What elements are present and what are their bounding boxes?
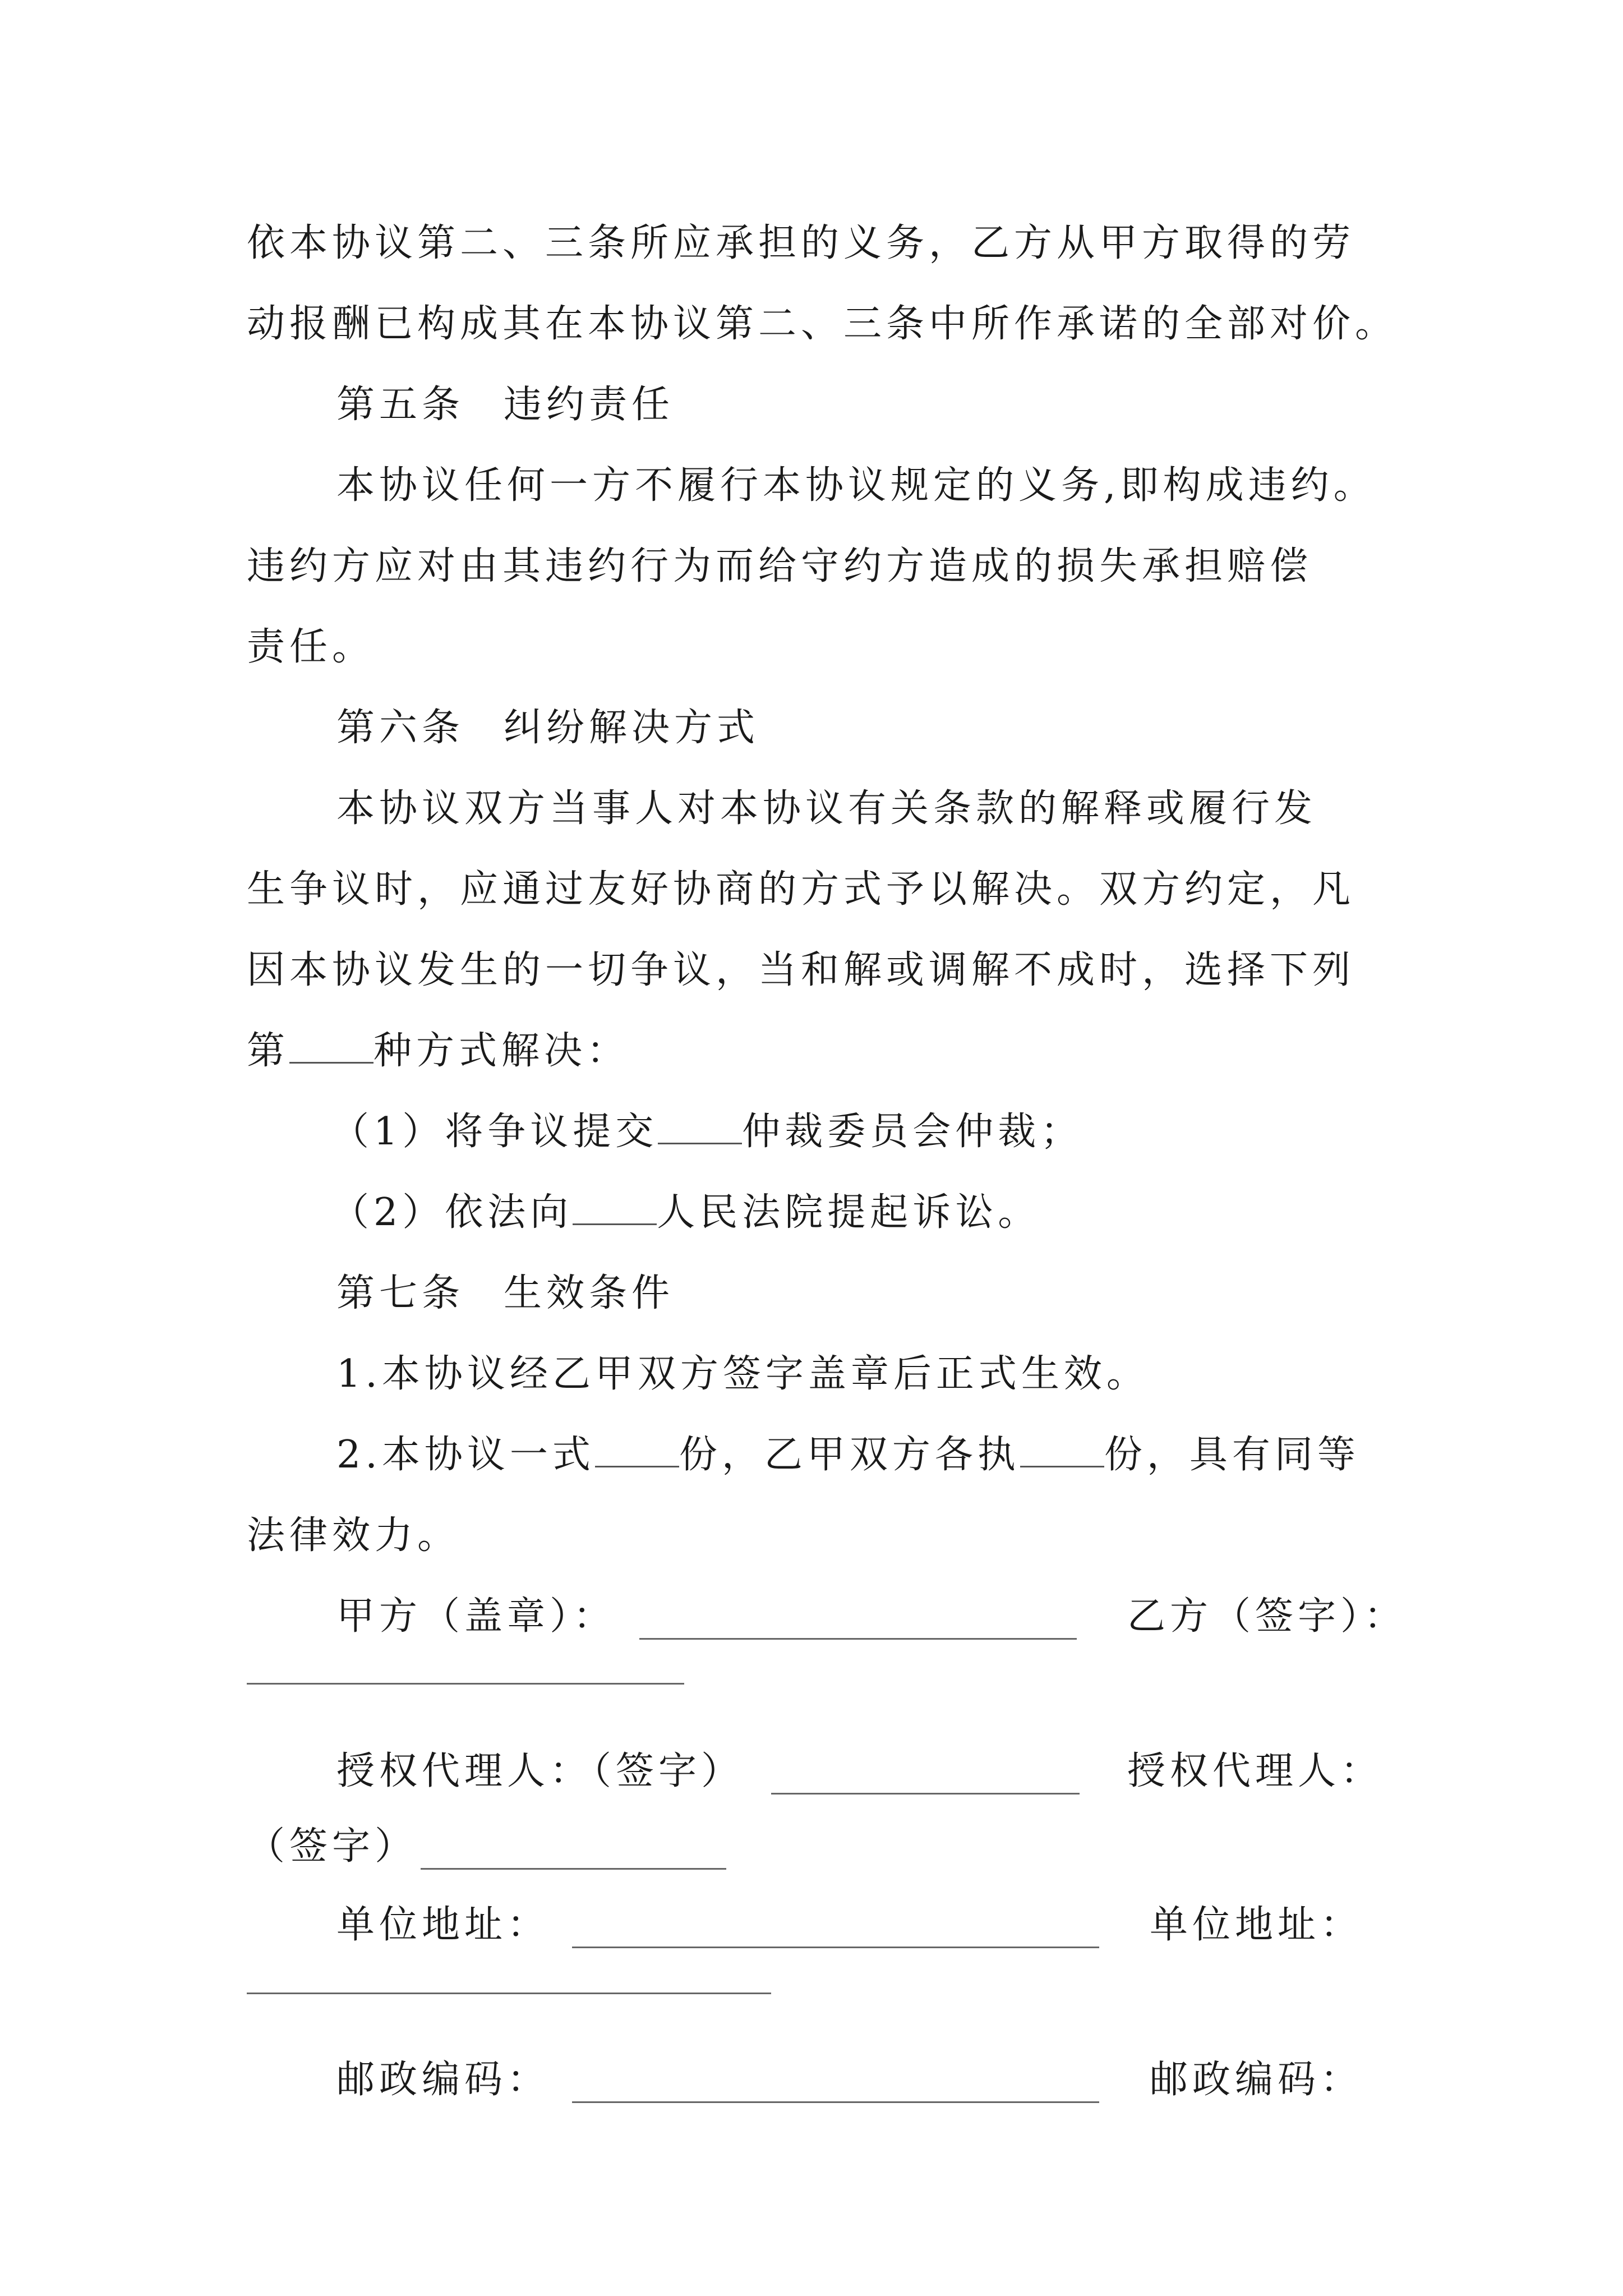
fill-in-blank[interactable] [289,1025,374,1064]
text-segment: （2）依法向 [331,1190,573,1235]
fill-in-blank[interactable] [658,1106,742,1144]
agent-a-signature-line[interactable] [771,1793,1080,1795]
paragraph-line: 因本协议发生的一切争议，当和解或调解不成时，选择下列 [247,948,1355,992]
paragraph-line [336,1428,1360,1482]
article-title: 违约责任 [504,383,675,427]
text-segment: 份，乙甲双方各执 [679,1433,1020,1477]
article-number: 第五条 [336,383,465,427]
article-6-heading [336,701,759,755]
paragraph-line: 法律效力。 [247,1513,460,1558]
paragraph-line [247,1024,629,1078]
paragraph-line: 责任。 [247,625,375,669]
paragraph-line: 依本协议第二、三条所应承担的义务，乙方从甲方取得的劳 [247,221,1355,265]
party-a-seal-label: 甲方（盖章）： [336,1594,616,1639]
text-segment: 2.本协议一式 [336,1433,595,1477]
address-b-label: 单位地址： [1150,1903,1363,1947]
agent-a-label: 授权代理人：（签字） [336,1749,744,1793]
article-title: 生效条件 [504,1271,675,1315]
postcode-a-label: 邮政编码： [336,2058,550,2102]
paragraph-line: 本协议任何一方不履行本协议规定的义务,即构成违约。 [336,463,1376,508]
paragraph-line: 违约方应对由其违约行为而给守约方造成的损失承担赔偿 [247,544,1313,588]
article-5-heading [336,378,674,432]
address-a-label: 单位地址： [336,1903,550,1947]
address-a-line[interactable] [572,1947,1099,1948]
article-7-heading [336,1267,674,1320]
postcode-a-line[interactable] [572,2101,1099,2103]
party-b-sign-label: 乙方（签字）： [1127,1594,1407,1639]
fill-in-blank[interactable] [573,1186,657,1225]
postcode-b-label: 邮政编码： [1150,2058,1363,2102]
option-1 [331,1105,1083,1159]
text-segment: 人民法院提起诉讼。 [657,1190,1041,1235]
agent-b-sign-label: （签字） [247,1824,418,1869]
text-segment: 第 [247,1029,290,1073]
party-b-signature-line[interactable] [247,1683,684,1685]
party-a-signature-line[interactable] [639,1638,1077,1640]
article-title: 纠纷解决方式 [504,706,760,750]
text-segment: （1）将争议提交 [331,1110,658,1154]
paragraph-line: 生争议时，应通过友好协商的方式予以解决。双方约定，凡 [247,867,1355,912]
option-2 [331,1186,1040,1240]
paragraph-line: 动报酬已构成其在本协议第二、三条中所作承诺的全部对价。 [247,302,1398,346]
text-segment: 种方式解决： [374,1029,630,1073]
article-number: 第六条 [336,706,465,750]
agent-b-signature-line[interactable] [421,1868,726,1870]
text-segment: 仲裁委员会仲裁； [742,1110,1083,1154]
paragraph-line: 1.本协议经乙甲双方签字盖章后正式生效。 [336,1352,1149,1396]
paragraph-line: 本协议双方当事人对本协议有关条款的解释或履行发 [336,786,1317,831]
fill-in-blank[interactable] [1020,1429,1104,1467]
fill-in-blank[interactable] [595,1429,679,1467]
text-segment: 份，具有同等 [1104,1433,1360,1477]
address-b-line[interactable] [247,1993,771,1994]
agent-b-label: 授权代理人： [1127,1749,1384,1793]
article-number: 第七条 [336,1271,465,1315]
